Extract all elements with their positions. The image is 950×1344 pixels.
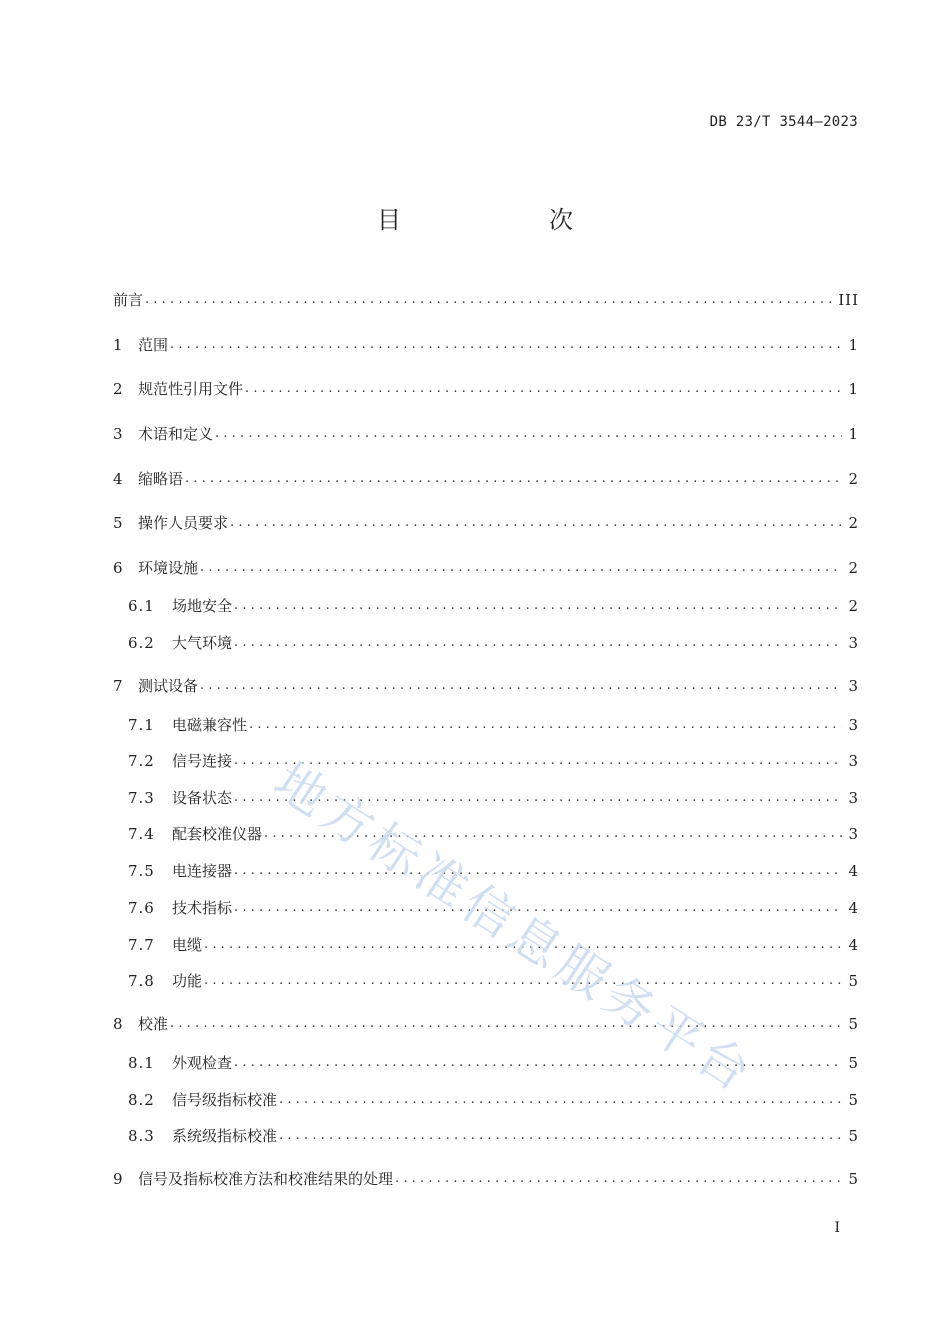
- toc-entry-page: 3: [848, 677, 859, 695]
- toc-leader-dots: [185, 468, 842, 490]
- toc-leader-dots: [204, 934, 842, 956]
- toc-entry-number: 9: [113, 1170, 123, 1188]
- toc-entry-label: 大气环境: [172, 634, 233, 652]
- toc-entry-page: 1: [848, 336, 859, 354]
- toc-leader-dots: [145, 289, 832, 311]
- toc-entry-label: 信号连接: [172, 752, 233, 770]
- toc-entry-label: 设备状态: [172, 789, 233, 807]
- toc-entry[interactable]: [113, 423, 859, 445]
- toc-leader-dots: [264, 823, 842, 845]
- toc-entry-label: 配套校准仪器: [172, 825, 263, 843]
- toc-entry-number: 6: [113, 559, 123, 577]
- toc-entry-label: 信号及指标校准方法和校准结果的处理: [138, 1170, 394, 1188]
- standard-code: DB 23/T 3544—2023: [709, 114, 858, 130]
- toc-entry[interactable]: [113, 512, 859, 534]
- toc-entry-label: 外观检查: [172, 1054, 233, 1072]
- toc-entry[interactable]: [128, 632, 859, 654]
- toc-entry[interactable]: [128, 897, 859, 919]
- toc-entry-page: 5: [848, 1170, 859, 1188]
- page-number: I: [834, 1220, 840, 1236]
- toc-entry-page: 4: [848, 899, 859, 917]
- toc-entry-page: 3: [848, 634, 859, 652]
- toc-entry-number: 6.2: [128, 634, 155, 652]
- toc-entry-number: 7.4: [128, 825, 155, 843]
- toc-entry-page: 5: [848, 1054, 859, 1072]
- toc-entry-number: 5: [113, 514, 123, 532]
- toc-leader-dots: [234, 787, 842, 809]
- toc-entry-label: 操作人员要求: [138, 514, 229, 532]
- toc-entry-number: 7.1: [128, 716, 155, 734]
- toc-entry-number: 3: [113, 425, 123, 443]
- toc-entry-page: 3: [848, 716, 859, 734]
- toc-entry-page: 5: [848, 1091, 859, 1109]
- toc-leader-dots: [230, 512, 842, 534]
- toc-entry[interactable]: [113, 289, 859, 311]
- toc-leader-dots: [234, 860, 842, 882]
- toc-leader-dots: [234, 897, 842, 919]
- toc-entry-number: 8.2: [128, 1091, 155, 1109]
- toc-leader-dots: [215, 423, 842, 445]
- toc-entry-label: 系统级指标校准: [172, 1127, 278, 1145]
- toc-entry-number: 7: [113, 677, 123, 695]
- toc-entry-label: 场地安全: [172, 597, 233, 615]
- toc-leader-dots: [249, 714, 842, 736]
- toc-entry[interactable]: [113, 557, 859, 579]
- toc-entry-number: 6.1: [128, 597, 155, 615]
- toc-entry-page: 3: [848, 825, 859, 843]
- toc-entry-page: 2: [848, 559, 859, 577]
- toc-entry-number: 7.6: [128, 899, 155, 917]
- toc-leader-dots: [170, 1013, 842, 1035]
- toc-entry-page: 5: [848, 1127, 859, 1145]
- toc-entry[interactable]: [128, 970, 859, 992]
- toc-entry-label: 术语和定义: [138, 425, 214, 443]
- toc-leader-dots: [279, 1125, 842, 1147]
- toc-leader-dots: [204, 970, 842, 992]
- toc-entry[interactable]: [128, 823, 859, 845]
- toc-entry[interactable]: [128, 750, 859, 772]
- toc-entry-number: 2: [113, 380, 123, 398]
- toc-entry-label: 电缆: [172, 936, 203, 954]
- toc-entry-number: 8.3: [128, 1127, 155, 1145]
- toc-entry-number: 8.1: [128, 1054, 155, 1072]
- toc-entry-page: 1: [848, 425, 859, 443]
- toc-leader-dots: [170, 334, 842, 356]
- toc-leader-dots: [234, 632, 842, 654]
- toc-entry-page: 2: [848, 514, 859, 532]
- toc-entry-page: 5: [848, 972, 859, 990]
- toc-entry[interactable]: [113, 1013, 859, 1035]
- toc-entry-page: III: [838, 291, 859, 309]
- toc-entry[interactable]: [113, 334, 859, 356]
- toc-entry-label: 测试设备: [138, 677, 199, 695]
- toc-entry-page: 3: [848, 789, 859, 807]
- toc-entry[interactable]: [128, 787, 859, 809]
- toc-entry-label: 范围: [138, 336, 169, 354]
- toc-entry-page: 4: [848, 862, 859, 880]
- toc-entry-label: 规范性引用文件: [138, 380, 244, 398]
- toc-entry-page: 2: [848, 597, 859, 615]
- toc-entry[interactable]: [113, 378, 859, 400]
- toc-entry-number: 7.2: [128, 752, 155, 770]
- toc-entry-label: 缩略语: [138, 470, 184, 488]
- toc-entry-label: 电磁兼容性: [172, 716, 248, 734]
- toc-entry[interactable]: [128, 860, 859, 882]
- toc-entry-label: 技术指标: [172, 899, 233, 917]
- toc-entry-number: 8: [113, 1015, 123, 1033]
- toc-entry[interactable]: [128, 934, 859, 956]
- toc-entry[interactable]: [128, 1052, 859, 1074]
- toc-entry-page: 5: [848, 1015, 859, 1033]
- toc-entry[interactable]: [113, 675, 859, 697]
- toc-leader-dots: [234, 595, 842, 617]
- toc-leader-dots: [234, 1052, 842, 1074]
- toc-entry[interactable]: [128, 595, 859, 617]
- toc-entry-label: 电连接器: [172, 862, 233, 880]
- toc-entry-page: 3: [848, 752, 859, 770]
- toc-entry-number: 1: [113, 336, 123, 354]
- toc-leader-dots: [279, 1089, 842, 1111]
- toc-entry-page: 4: [848, 936, 859, 954]
- toc-entry-label: 校准: [138, 1015, 169, 1033]
- toc-entry-label: 环境设施: [138, 559, 199, 577]
- toc-entry-number: 7.8: [128, 972, 155, 990]
- toc-entry[interactable]: [128, 1125, 859, 1147]
- toc-entry-number: 7.7: [128, 936, 155, 954]
- toc-entry-label: 前言: [113, 291, 144, 309]
- toc-entry-number: 4: [113, 470, 123, 488]
- toc-entry-label: 功能: [172, 972, 203, 990]
- watermark: 地方标准信息服务平台: [263, 751, 766, 1106]
- toc-leader-dots: [200, 557, 842, 579]
- toc-entry[interactable]: [113, 1168, 859, 1190]
- toc-entry-page: 2: [848, 470, 859, 488]
- toc-entry-number: 7.3: [128, 789, 155, 807]
- toc-entry-label: 信号级指标校准: [172, 1091, 278, 1109]
- toc-entry[interactable]: [113, 468, 859, 490]
- toc-entry-page: 1: [848, 380, 859, 398]
- toc-leader-dots: [395, 1168, 842, 1190]
- toc-leader-dots: [245, 378, 842, 400]
- page-title: 目 次: [377, 206, 635, 234]
- toc-leader-dots: [234, 750, 842, 772]
- toc-entry[interactable]: [128, 1089, 859, 1111]
- toc-entry-number: 7.5: [128, 862, 155, 880]
- toc-leader-dots: [200, 675, 842, 697]
- toc-entry[interactable]: [128, 714, 859, 736]
